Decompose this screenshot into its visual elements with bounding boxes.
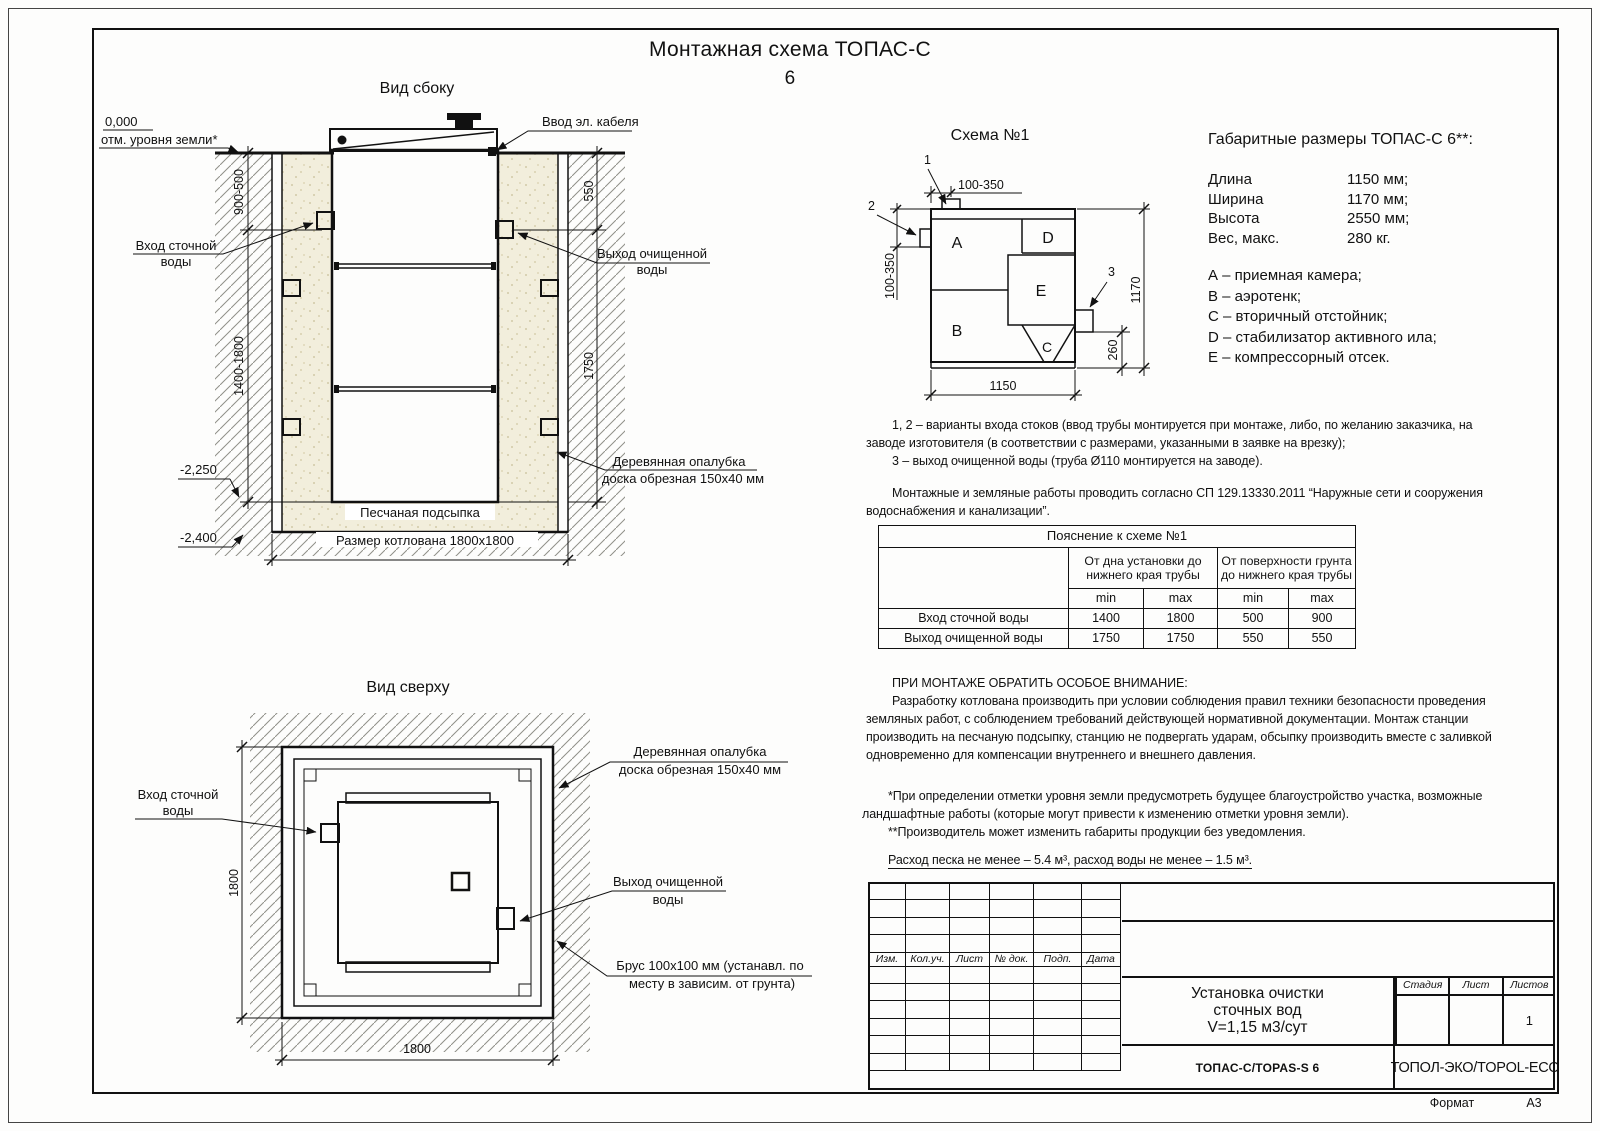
vent-stem-icon: [455, 120, 473, 130]
footnote-line: *При определении отметки уровня земли предусмотреть будущее благоустройство участка, возможные: [888, 789, 1483, 803]
spec-row: Ширина 1170 мм;: [1208, 190, 1409, 208]
footnotes-block: [862, 787, 1482, 841]
legend-item: С – вторичный отстойник;: [1208, 308, 1388, 325]
outlet-label-l1: Выход очищенной: [596, 246, 708, 261]
compartment-c: C: [1041, 339, 1053, 355]
cable-label: Ввод эл. кабеля: [542, 114, 639, 129]
inlet-label-l1: Вход сточной: [135, 238, 217, 253]
compartment-e: E: [1035, 283, 1047, 300]
legend-item: D – стабилизатор активного ила;: [1208, 328, 1437, 346]
compartment-a: A: [951, 235, 963, 252]
table-corner-cell: [879, 548, 1069, 609]
sand-backfill-left: [282, 153, 332, 503]
marker-3-leader: [1090, 282, 1107, 307]
tank-body: [332, 150, 498, 502]
inlet-label-l2: воды: [160, 254, 192, 269]
tank-partitions: [336, 264, 494, 391]
attention-line: земляных работ, с соблюдением требований действующей нормативной документации. Монтаж станции: [866, 712, 1469, 726]
sheets-value: 1: [1502, 996, 1555, 1044]
formwork-frame: [294, 759, 541, 1006]
soil-hatch: [215, 153, 625, 556]
notes-regulations: [866, 484, 1483, 520]
spec-row: Высота 2550 мм;: [1208, 210, 1410, 227]
notes-variants: [866, 416, 1473, 470]
sheet-columns-header: [1395, 976, 1555, 996]
dim-bottom-label: 1800: [403, 1042, 431, 1056]
sheet-title-line1: Монтажная схема ТОПАС-С: [648, 38, 932, 61]
ground-level-label: отм. уровня земли*: [101, 132, 218, 147]
product-code: ТОПАС-С/TOPAS-S 6: [1122, 1044, 1395, 1089]
formwork-right: [558, 153, 568, 532]
attention-heading: ПРИ МОНТАЖЕ ОБРАТИТЬ ОСОБОЕ ВНИМАНИЕ:: [892, 676, 1188, 690]
pit-outline: [282, 747, 553, 1018]
inlet-stub-top: [321, 824, 339, 842]
dim-outlet-bottom: 1750: [582, 352, 596, 380]
schema-dim-height-label: 1170: [1129, 276, 1143, 304]
attention-line: производить на песчаную подсыпку, станцию не подвергать ударам, обсыпку производить вместе с заливкой: [866, 730, 1492, 744]
schema-dim-left-label: 100-350: [883, 253, 897, 299]
attention-block: [866, 674, 1492, 764]
stage-value: [1395, 996, 1448, 1044]
tv-outlet-label-l1: Выход очищенной: [612, 874, 724, 889]
compartment-d: D: [1042, 230, 1054, 247]
stage-header: Стадия: [1395, 976, 1448, 996]
station-lid-top: [338, 802, 498, 963]
compartment-legend: [1208, 266, 1437, 369]
schema-title: Схема №1: [950, 127, 1030, 144]
title-block: [868, 882, 1560, 1090]
note-line: 3 – выход очищенной воды (труба Ø110 монтируется на заводе).: [892, 454, 1263, 468]
marker-1: 1: [924, 153, 931, 167]
legend-item: А – приемная камера;: [1208, 267, 1362, 284]
marker-2: 2: [868, 199, 875, 213]
top-view-title: Вид сверху: [366, 679, 450, 696]
explanation-table: [878, 525, 1356, 649]
schema-right-stub: [1075, 310, 1093, 332]
formwork-label-l1: Деревянная опалубка: [612, 454, 746, 469]
marker-3: 3: [1108, 265, 1115, 279]
side-view: [85, 70, 830, 570]
revision-table: [868, 882, 1121, 1071]
table-title: Пояснение к схеме №1: [879, 526, 1356, 548]
document-title-cell: Установка очистки сточных вод V=1,15 м3/сут: [1122, 976, 1395, 1044]
schema-dim-top-label: 100-350: [958, 178, 1004, 192]
company-name: ТОПОЛ-ЭКО/TOPOL-ECO: [1395, 1044, 1555, 1089]
table-group2-header: От поверхности грунта до нижнего края трубы: [1218, 548, 1356, 589]
vent-square-icon: [452, 873, 469, 890]
format-label: Формат: [1429, 1096, 1475, 1110]
vent-cap-icon: [447, 113, 481, 120]
ground-level-leader: [99, 148, 238, 152]
table-minmax-row: min max min max: [879, 589, 1356, 609]
dim-depth-top: 900-500: [232, 169, 246, 215]
footnote-line: ландшафтные работы (которые могут привести к изменению отметки уровня земли).: [862, 807, 1349, 821]
note-line: водоснабжения и канализации”.: [866, 504, 1050, 518]
dim-left-label: 1800: [227, 869, 241, 897]
compartment-b: B: [951, 323, 963, 340]
level-sand-label: -2,250: [180, 462, 217, 477]
outlet-label-l2: воды: [636, 262, 668, 277]
dim-depth-bottom: 1400-1800: [232, 336, 246, 396]
soil-hatch-top: [250, 713, 590, 1052]
lid-open-line: [333, 132, 494, 149]
cable-entry-point: [488, 147, 496, 156]
level-pit-label: -2,400: [180, 530, 217, 545]
legend-item: Е – компрессорный отсек.: [1208, 349, 1390, 366]
tv-inlet-leader: [135, 819, 316, 832]
tv-beam-label-l2: месту в зависим. от грунта): [628, 976, 796, 991]
note-line: 1, 2 – варианты входа стоков (ввод трубы монтируется при монтаже, либо, по желанию заказчика, на: [892, 418, 1473, 432]
tv-beam-label-l1: Брус 100х100 мм (устанавл. по: [616, 958, 804, 973]
spec-row: Длина 1150 мм;: [1208, 171, 1409, 188]
cable-leader: [497, 131, 632, 150]
specs-title: Габаритные размеры ТОПАС-С 6**:: [1208, 131, 1473, 148]
format-value: А3: [1526, 1096, 1542, 1110]
stamp-divider-1: [1122, 920, 1555, 922]
table-row: Вход сточной воды 1400 1800 500 900: [879, 609, 1356, 629]
table-row: Выход очищенной воды 1750 1750 550 550: [879, 629, 1356, 649]
lid-bolt-icon: [338, 136, 347, 145]
revision-header-row: Изм. Кол.уч. Лист № док. Подп. Дата: [869, 952, 1121, 966]
formwork-left: [272, 153, 282, 532]
schema-1: [845, 118, 1175, 410]
sheet-header: Лист: [1448, 976, 1501, 996]
schema-dim-outlet-label: 260: [1106, 339, 1120, 361]
tv-formwork-label-l1: Деревянная опалубка: [633, 744, 767, 759]
tv-outlet-leader: [520, 891, 726, 921]
attention-line: Разработку котлована производить при условии соблюдения правил техники безопасности проведения: [892, 694, 1486, 708]
schema-dim-width-label: 1150: [989, 379, 1017, 393]
sheet-value: [1448, 996, 1501, 1044]
specs-dimensions: [1208, 170, 1409, 248]
partition-clips: [334, 262, 496, 393]
note-line: заводе изготовителя (в соответствии с размерами, указанными в заявке на врезку);: [866, 436, 1346, 450]
spec-row: Вес, макс. 280 кг.: [1208, 229, 1391, 247]
sand-label: Песчаная подсыпка: [360, 505, 480, 520]
side-view-title: Вид сбоку: [379, 80, 455, 97]
footnote-line: **Производитель может изменить габариты продукции без уведомления.: [888, 825, 1306, 839]
formwork-label-l2: доска обрезная 150х40 мм: [601, 471, 765, 486]
dim-outlet-top: 550: [582, 180, 596, 202]
sheets-header: Листов: [1502, 976, 1555, 996]
attention-line: одновременно для компенсации внутреннего и внешнего давления.: [866, 748, 1256, 762]
tv-inlet-label-l1: Вход сточной: [137, 787, 219, 802]
pit-size-label: Размер котлована 1800х1800: [335, 533, 515, 548]
sheet-title-line2: 6: [784, 68, 796, 89]
sheet-columns-values: [1395, 996, 1555, 1044]
top-view: [120, 655, 825, 1080]
table-group1-header: От дна установки до нижнего края трубы: [1069, 548, 1218, 589]
outlet-stub-top: [497, 908, 514, 929]
tv-outlet-label-l2: воды: [652, 892, 684, 907]
consumption-note: Расход песка не менее – 5.4 м³, расход воды не менее – 1.5 м³.: [888, 853, 1253, 867]
tv-inlet-label-l2: воды: [162, 803, 194, 818]
zero-mark-label: 0,000: [105, 114, 138, 129]
note-line: Монтажные и земляные работы проводить согласно СП 129.13330.2011 “Наружные сети и сооружения: [892, 486, 1483, 500]
schema-left-stub: [920, 229, 931, 247]
legend-item: В – аэротенк;: [1208, 287, 1302, 305]
tv-formwork-label-l2: доска обрезная 150х40 мм: [618, 762, 782, 777]
sand-backfill-right: [498, 153, 558, 503]
